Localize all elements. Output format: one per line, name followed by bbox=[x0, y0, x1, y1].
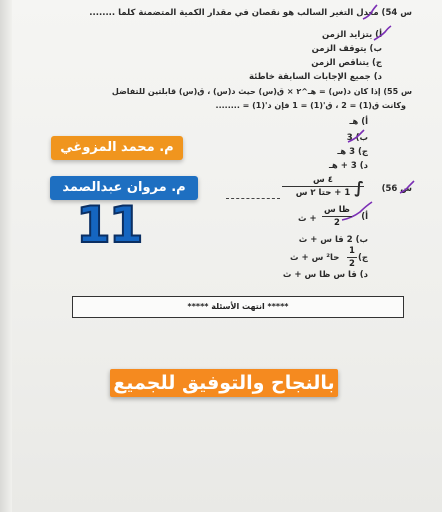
q56-answer-blank bbox=[226, 198, 280, 199]
q55-stem-line1: س 55) إذا كان د(س) = هـ^٢ × ق(س) حيث د(س) ، ق(س) قابلتين للتفاضل bbox=[111, 87, 412, 96]
q55-option-d: د) 3 + هـ bbox=[329, 161, 368, 171]
pen-mark-q54 bbox=[360, 3, 380, 23]
pen-mark-q56 bbox=[398, 180, 416, 196]
q55-option-b: ب) 3 bbox=[346, 133, 368, 143]
q56-option-a-letter: أ) bbox=[361, 212, 368, 222]
q56-option-b: ب) 2 قا س + ث bbox=[298, 235, 368, 245]
teacher-badge-2: م. مروان عبدالصمد bbox=[50, 176, 198, 200]
q56-opt-c-numerator: 1 bbox=[349, 246, 355, 256]
q56-denominator: 1 + حتا ٢ س bbox=[295, 188, 351, 198]
q56-numerator: ٤ س bbox=[313, 175, 333, 185]
q56-label: س 56) bbox=[381, 184, 412, 194]
page-fold-shadow bbox=[0, 0, 12, 512]
q56-option-c-fraction bbox=[347, 246, 357, 269]
fraction-bar bbox=[282, 186, 364, 187]
q56-opt-a-denominator: 2 bbox=[334, 218, 340, 228]
q56-option-c-tail: حا² س + ث bbox=[290, 253, 340, 263]
q54-option-d: د) جميع الإجابات السابقة خاطئة bbox=[248, 72, 382, 82]
q54-option-b: ب) يتوقف الزمن bbox=[311, 44, 382, 54]
q55-option-c: ج) 3 هـ bbox=[337, 147, 368, 157]
q56-opt-c-denominator: 2 bbox=[349, 259, 355, 269]
end-of-questions-box bbox=[72, 296, 404, 318]
q55-stem-line2: وكانت ق(1) = 2 ، ق'(1) = 1 فإن د'(1) = ........ bbox=[215, 101, 406, 110]
q56-option-a-fraction bbox=[322, 205, 352, 228]
q56-option-a-tail: + ث bbox=[298, 214, 317, 224]
pen-mark-q54-answer bbox=[372, 24, 394, 44]
q56-option-c-letter: ج) bbox=[357, 253, 368, 263]
q55-option-a: أ) هـ bbox=[349, 117, 368, 127]
q54-option-c: ج) يتناقص الزمن bbox=[311, 58, 382, 68]
q54-stem: س 54) معدل التغير السالب هو نقصان في مقدار الكمية المتضمنة كلما ........ bbox=[89, 8, 412, 18]
q56-integral-sign: ∫ bbox=[354, 178, 364, 197]
q56-integrand bbox=[282, 175, 364, 198]
grade-number: 11 bbox=[76, 196, 142, 254]
fraction-bar bbox=[347, 257, 357, 258]
end-of-questions-text: ***** انتهت الأسئلة ***** bbox=[187, 302, 289, 311]
q56-opt-a-numerator: ظا س bbox=[324, 205, 350, 215]
teacher-badge-1: م. محمد المزوغي bbox=[51, 136, 183, 160]
pen-mark-q55-answer bbox=[346, 128, 366, 146]
fraction-bar bbox=[322, 216, 352, 217]
q56-option-d: د) قا س ظا س + ث bbox=[282, 270, 368, 280]
closing-banner: بالنجاح والتوفيق للجميع bbox=[110, 369, 338, 397]
q54-option-a: أ) يتزايد الزمن bbox=[322, 30, 382, 40]
